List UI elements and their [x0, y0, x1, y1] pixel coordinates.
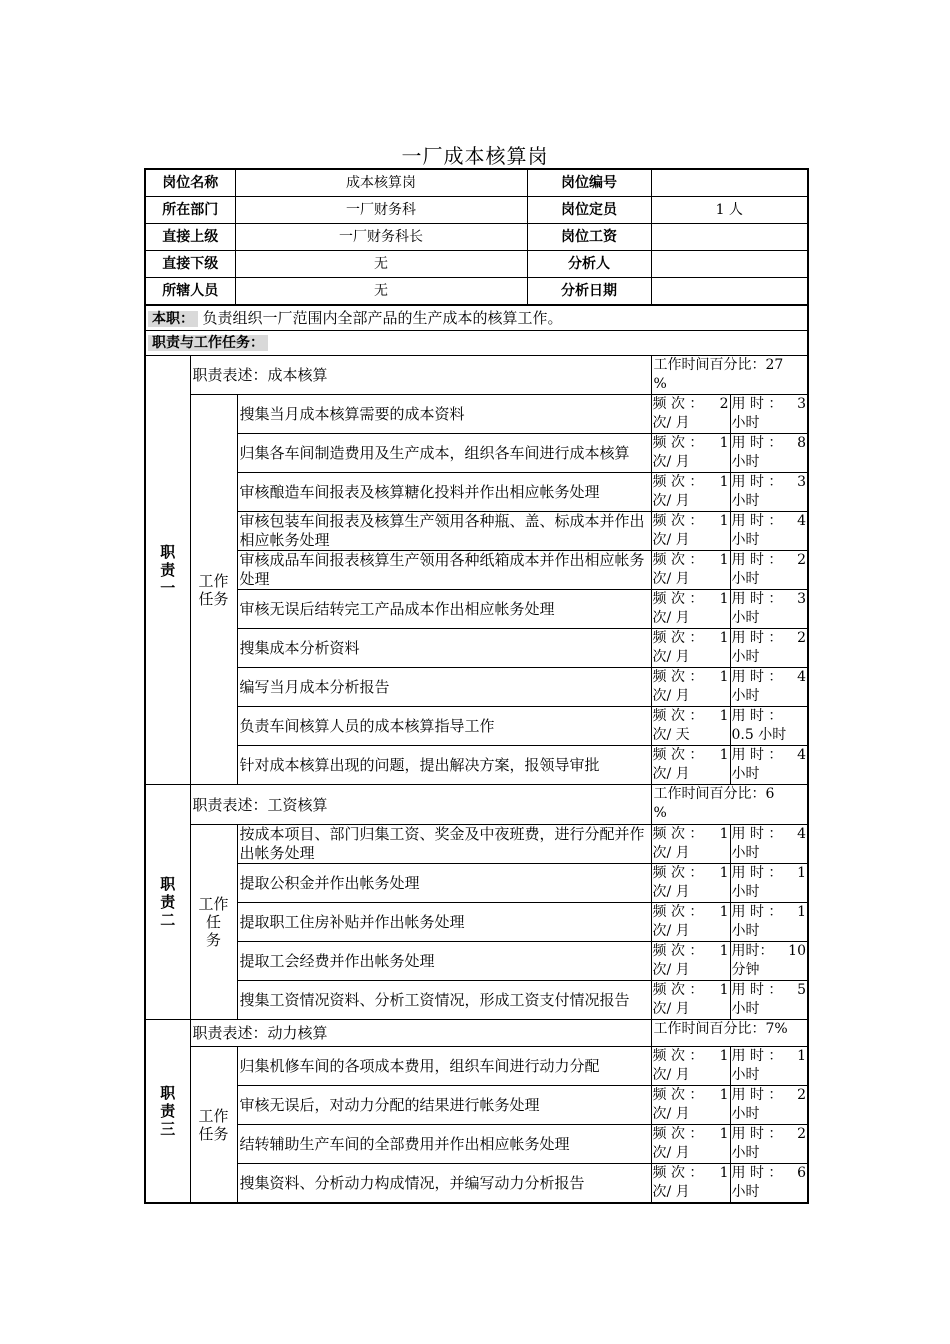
frequency-count: 1	[719, 630, 729, 646]
frequency-label: 频 次 ：	[652, 1087, 704, 1103]
time-percentage	[651, 356, 808, 395]
task-frequency	[651, 707, 730, 746]
duration-unit: 小时	[731, 532, 760, 548]
benzhi-row	[145, 305, 808, 331]
task-duration	[730, 668, 808, 707]
frequency-unit: 次/ 天	[652, 727, 690, 743]
duration-label: 用 时 ：	[731, 669, 783, 685]
duration-label: 用 时 ：	[731, 982, 783, 998]
task-duration	[730, 629, 808, 668]
task-row	[145, 629, 808, 668]
header-value	[651, 251, 808, 278]
frequency-line	[653, 903, 729, 922]
frequency-line	[653, 864, 729, 883]
duration-unit: 小时	[731, 610, 760, 626]
duration-unit: 小时	[731, 1145, 760, 1161]
frequency-unit: 次/ 月	[652, 610, 690, 626]
duration-value: 4	[797, 513, 806, 529]
task-description: 搜集当月成本核算需要的成本资料	[237, 395, 651, 434]
header-row	[145, 251, 808, 278]
time-percentage-line: %	[653, 376, 667, 392]
header-row	[145, 278, 808, 306]
task-description: 搜集成本分析资料	[237, 629, 651, 668]
duration-label: 用时：	[731, 943, 774, 959]
frequency-unit: 次/ 月	[652, 766, 690, 782]
task-row	[145, 434, 808, 473]
task-duration	[730, 512, 808, 551]
duration-value: 3	[797, 396, 806, 412]
duration-value: 4	[797, 826, 806, 842]
duty-name	[145, 356, 190, 785]
task-frequency	[651, 903, 730, 942]
duration-label: 用 时 ：	[731, 708, 783, 724]
duration-value: 6	[797, 1165, 806, 1181]
duration-value: 1	[797, 865, 806, 881]
position-info-table	[144, 168, 809, 306]
duration-value: 2	[797, 1126, 806, 1142]
time-percentage-line: 工作时间百分比：6	[653, 786, 775, 802]
task-frequency	[651, 629, 730, 668]
task-duration	[730, 746, 808, 785]
frequency-label: 频 次 ：	[652, 396, 704, 412]
task-frequency	[651, 395, 730, 434]
duration-value: 8	[797, 435, 806, 451]
duration-unit: 小时	[731, 923, 760, 939]
frequency-line	[653, 434, 729, 453]
task-description: 审核酿造车间报表及核算糖化投料并作出相应帐务处理	[237, 473, 651, 512]
frequency-label: 频 次 ：	[652, 904, 704, 920]
header-label: 岗位编号	[527, 169, 651, 197]
work-task-label-part: 工作	[198, 571, 229, 590]
frequency-label: 频 次 ：	[652, 513, 704, 529]
duration-label: 用 时 ：	[731, 904, 783, 920]
duration-value: 2	[797, 1087, 806, 1103]
frequency-label: 频 次 ：	[652, 943, 704, 959]
task-frequency	[651, 590, 730, 629]
duration-value: 1	[797, 904, 806, 920]
duty-description: 职责表述：工资核算	[190, 785, 651, 825]
duration-unit: 小时	[731, 1184, 760, 1200]
duration-label: 用 时 ：	[731, 1048, 783, 1064]
task-duration	[730, 981, 808, 1020]
frequency-unit: 次/ 月	[652, 845, 690, 861]
duration-label: 用 时 ：	[731, 474, 783, 490]
time-percentage	[651, 1020, 808, 1047]
frequency-count: 1	[719, 982, 729, 998]
duration-line	[732, 942, 807, 961]
duty-name-char: 职	[160, 875, 176, 893]
frequency-line	[653, 1125, 729, 1144]
duration-unit: 0.5 小时	[731, 727, 787, 743]
header-label: 分析人	[527, 251, 651, 278]
task-duration	[730, 395, 808, 434]
frequency-line	[653, 551, 729, 570]
task-description: 针对成本核算出现的问题，提出解决方案，报领导审批	[237, 746, 651, 785]
duration-unit: 小时	[731, 493, 760, 509]
task-description: 提取公积金并作出帐务处理	[237, 864, 651, 903]
frequency-unit: 次/ 月	[652, 532, 690, 548]
task-duration	[730, 473, 808, 512]
task-frequency	[651, 746, 730, 785]
frequency-unit: 次/ 月	[652, 962, 690, 978]
duration-label: 用 时 ：	[731, 826, 783, 842]
task-frequency	[651, 473, 730, 512]
frequency-unit: 次/ 月	[652, 1106, 690, 1122]
header-label: 分析日期	[527, 278, 651, 306]
frequency-label: 频 次 ：	[652, 1048, 704, 1064]
header-value	[651, 169, 808, 197]
task-row	[145, 395, 808, 434]
duration-unit: 小时	[731, 884, 760, 900]
task-row	[145, 903, 808, 942]
task-description: 提取职工住房补贴并作出帐务处理	[237, 903, 651, 942]
task-row	[145, 1086, 808, 1125]
task-frequency	[651, 668, 730, 707]
task-frequency	[651, 551, 730, 590]
duration-line	[732, 512, 807, 531]
frequency-count: 1	[719, 708, 729, 724]
frequency-unit: 次/ 月	[652, 923, 690, 939]
duration-value: 5	[797, 982, 806, 998]
duration-line	[732, 668, 807, 687]
duration-unit: 小时	[731, 454, 760, 470]
work-task-label-part: 务	[205, 931, 221, 949]
frequency-unit: 次/ 月	[652, 571, 690, 587]
frequency-label: 频 次 ：	[652, 630, 704, 646]
work-task-label-part: 任务	[198, 1124, 229, 1143]
task-duration	[730, 551, 808, 590]
frequency-line	[653, 1047, 729, 1066]
duration-unit: 小时	[731, 1001, 760, 1017]
frequency-count: 1	[719, 669, 729, 685]
task-description: 编写当月成本分析报告	[237, 668, 651, 707]
frequency-unit: 次/ 月	[652, 1184, 690, 1200]
frequency-count: 1	[719, 513, 729, 529]
duration-label: 用 时 ：	[731, 396, 783, 412]
duty-desc-row	[145, 356, 808, 395]
duty-name-char: 职	[160, 543, 176, 561]
task-frequency	[651, 1164, 730, 1204]
time-percentage-line: 工作时间百分比：27	[653, 357, 784, 373]
frequency-label: 频 次 ：	[652, 1126, 704, 1142]
frequency-unit: 次/ 月	[652, 1067, 690, 1083]
frequency-label: 频 次 ：	[652, 1165, 704, 1181]
duration-unit: 小时	[731, 845, 760, 861]
frequency-count: 1	[719, 747, 729, 763]
frequency-label: 频 次 ：	[652, 982, 704, 998]
duration-line	[732, 551, 807, 570]
duration-line	[732, 903, 807, 922]
duty-desc-row	[145, 1020, 808, 1047]
header-value	[651, 224, 808, 251]
frequency-label: 频 次 ：	[652, 826, 704, 842]
duration-line	[732, 1125, 807, 1144]
duration-unit: 分钟	[731, 962, 760, 978]
header-value: 1 人	[651, 197, 808, 224]
task-duration	[730, 1164, 808, 1204]
header-value: 无	[235, 251, 527, 278]
duty-description: 职责表述：动力核算	[190, 1020, 651, 1047]
task-description: 归集机修车间的各项成本费用，组织车间进行动力分配	[237, 1047, 651, 1086]
time-percentage-line: %	[653, 805, 667, 821]
frequency-unit: 次/ 月	[652, 884, 690, 900]
duty-name-char: 职	[160, 1084, 176, 1102]
frequency-line	[653, 629, 729, 648]
section-title: 职责与工作任务：	[148, 335, 268, 351]
duty-name-char: 一	[160, 579, 176, 597]
task-duration	[730, 434, 808, 473]
duration-line	[732, 395, 807, 414]
frequency-unit: 次/ 月	[652, 649, 690, 665]
task-frequency	[651, 434, 730, 473]
task-frequency	[651, 1125, 730, 1164]
duration-value: 3	[797, 474, 806, 490]
task-frequency	[651, 512, 730, 551]
task-frequency	[651, 864, 730, 903]
frequency-count: 1	[719, 904, 729, 920]
header-label: 岗位定员	[527, 197, 651, 224]
task-row	[145, 1164, 808, 1204]
task-row	[145, 668, 808, 707]
frequency-line	[653, 981, 729, 1000]
header-value: 一厂财务科长	[235, 224, 527, 251]
frequency-line	[653, 707, 729, 726]
frequency-count: 1	[719, 1048, 729, 1064]
duration-line	[732, 473, 807, 492]
task-duration	[730, 1047, 808, 1086]
time-percentage	[651, 785, 808, 825]
frequency-count: 1	[719, 552, 729, 568]
task-duration	[730, 942, 808, 981]
task-row	[145, 473, 808, 512]
header-value: 成本核算岗	[235, 169, 527, 197]
task-description: 搜集工资情况资料、分析工资情况，形成工资支付情况报告	[237, 981, 651, 1020]
duty-description: 职责表述：成本核算	[190, 356, 651, 395]
header-row	[145, 197, 808, 224]
task-frequency	[651, 981, 730, 1020]
duration-value: 4	[797, 747, 806, 763]
work-task-label	[190, 825, 237, 1020]
benzhi-label: 本职：	[148, 311, 198, 327]
task-frequency	[651, 1086, 730, 1125]
frequency-line	[653, 746, 729, 765]
time-percentage-line: 工作时间百分比：7%	[653, 1021, 788, 1037]
duration-line	[732, 864, 807, 883]
duration-label: 用 时 ：	[731, 747, 783, 763]
duration-line	[732, 1047, 807, 1066]
duration-unit: 小时	[731, 1067, 760, 1083]
work-task-label	[190, 1047, 237, 1204]
frequency-count: 1	[719, 474, 729, 490]
header-label: 直接下级	[145, 251, 235, 278]
duration-value: 10	[788, 943, 806, 959]
work-task-label-part: 任务	[198, 589, 229, 608]
frequency-line	[653, 395, 729, 414]
task-row	[145, 1125, 808, 1164]
frequency-count: 1	[719, 1126, 729, 1142]
task-description: 审核无误后结转完工产品成本作出相应帐务处理	[237, 590, 651, 629]
duration-line	[732, 1164, 807, 1183]
task-duration	[730, 1125, 808, 1164]
duration-line	[732, 825, 807, 844]
task-row	[145, 864, 808, 903]
duration-unit: 小时	[731, 688, 760, 704]
task-frequency	[651, 825, 730, 864]
work-task-label	[190, 395, 237, 785]
header-value: 一厂财务科	[235, 197, 527, 224]
task-row	[145, 707, 808, 746]
header-row	[145, 224, 808, 251]
duration-label: 用 时 ：	[731, 630, 783, 646]
frequency-unit: 次/ 月	[652, 1145, 690, 1161]
task-row	[145, 746, 808, 785]
task-duration	[730, 590, 808, 629]
document-title: 一厂成本核算岗	[401, 144, 549, 168]
frequency-line	[653, 942, 729, 961]
header-label: 所辖人员	[145, 278, 235, 306]
duration-unit: 小时	[731, 571, 760, 587]
frequency-label: 频 次 ：	[652, 865, 704, 881]
duration-label: 用 时 ：	[731, 552, 783, 568]
task-row	[145, 981, 808, 1020]
task-row	[145, 942, 808, 981]
task-description: 审核成品车间报表核算生产领用各种纸箱成本并作出相应帐务处理	[237, 551, 651, 590]
duration-label: 用 时 ：	[731, 1087, 783, 1103]
frequency-line	[653, 590, 729, 609]
duration-value: 1	[797, 1048, 806, 1064]
header-label: 所在部门	[145, 197, 235, 224]
work-task-label-part: 任	[205, 913, 221, 931]
duration-label: 用 时 ：	[731, 1126, 783, 1142]
section-title-row	[145, 331, 808, 356]
duties-table	[144, 304, 809, 1204]
work-task-label-part: 工作	[198, 895, 229, 913]
frequency-line	[653, 1086, 729, 1105]
header-label: 岗位工资	[527, 224, 651, 251]
duration-line	[732, 434, 807, 453]
duration-unit: 小时	[731, 415, 760, 431]
frequency-line	[653, 1164, 729, 1183]
duration-label: 用 时 ：	[731, 1165, 783, 1181]
task-row	[145, 590, 808, 629]
frequency-unit: 次/ 月	[652, 454, 690, 470]
task-frequency	[651, 1047, 730, 1086]
frequency-count: 1	[719, 1087, 729, 1103]
duration-label: 用 时 ：	[731, 591, 783, 607]
duty-name	[145, 785, 190, 1020]
frequency-unit: 次/ 月	[652, 1001, 690, 1017]
frequency-label: 频 次 ：	[652, 591, 704, 607]
task-description: 按成本项目、部门归集工资、奖金及中夜班费，进行分配并作出帐务处理	[237, 825, 651, 864]
frequency-count: 1	[719, 1165, 729, 1181]
frequency-line	[653, 668, 729, 687]
duration-line	[732, 629, 807, 648]
duration-line	[732, 590, 807, 609]
task-description: 负责车间核算人员的成本核算指导工作	[237, 707, 651, 746]
task-row	[145, 1047, 808, 1086]
duty-name-char: 二	[160, 911, 176, 929]
duty-name-char: 责	[160, 1102, 176, 1120]
task-row	[145, 825, 808, 864]
duty-name	[145, 1020, 190, 1204]
frequency-count: 1	[719, 826, 729, 842]
duration-value: 2	[797, 552, 806, 568]
frequency-line	[653, 512, 729, 531]
frequency-count: 1	[719, 865, 729, 881]
duration-line	[732, 981, 807, 1000]
task-duration	[730, 903, 808, 942]
duration-label: 用 时 ：	[731, 865, 783, 881]
task-description: 提取工会经费并作出帐务处理	[237, 942, 651, 981]
frequency-label: 频 次 ：	[652, 708, 704, 724]
duty-name-char: 三	[160, 1120, 176, 1138]
frequency-label: 频 次 ：	[652, 552, 704, 568]
frequency-label: 频 次 ：	[652, 747, 704, 763]
header-label: 岗位名称	[145, 169, 235, 197]
duration-value: 4	[797, 669, 806, 685]
header-value: 无	[235, 278, 527, 306]
task-duration	[730, 864, 808, 903]
frequency-label: 频 次 ：	[652, 474, 704, 490]
duration-line	[732, 746, 807, 765]
frequency-line	[653, 825, 729, 844]
task-frequency	[651, 942, 730, 981]
duty-desc-row	[145, 785, 808, 825]
duration-label: 用 时 ：	[731, 513, 783, 529]
task-duration	[730, 1086, 808, 1125]
duration-line	[732, 707, 807, 726]
header-value	[651, 278, 808, 306]
duration-unit: 小时	[731, 1106, 760, 1122]
frequency-count: 1	[719, 943, 729, 959]
work-task-label-part: 工作	[198, 1106, 229, 1125]
duration-unit: 小时	[731, 766, 760, 782]
task-description: 结转辅助生产车间的全部费用并作出相应帐务处理	[237, 1125, 651, 1164]
task-row	[145, 551, 808, 590]
frequency-label: 频 次 ：	[652, 669, 704, 685]
task-description: 搜集资料、分析动力构成情况，并编写动力分析报告	[237, 1164, 651, 1204]
duration-value: 3	[797, 591, 806, 607]
duration-line	[732, 1086, 807, 1105]
duration-label: 用 时 ：	[731, 435, 783, 451]
frequency-line	[653, 473, 729, 492]
frequency-count: 2	[719, 396, 729, 412]
frequency-count: 1	[719, 435, 729, 451]
header-row	[145, 169, 808, 197]
task-duration	[730, 707, 808, 746]
task-description: 归集各车间制造费用及生产成本，组织各车间进行成本核算	[237, 434, 651, 473]
task-row	[145, 512, 808, 551]
frequency-count: 1	[719, 591, 729, 607]
benzhi-text: 负责组织一厂范围内全部产品的生产成本的核算工作。	[202, 308, 563, 327]
duty-name-char: 责	[160, 561, 176, 579]
duration-value: 2	[797, 630, 806, 646]
task-duration	[730, 825, 808, 864]
duration-unit: 小时	[731, 649, 760, 665]
task-description: 审核无误后，对动力分配的结果进行帐务处理	[237, 1086, 651, 1125]
frequency-label: 频 次 ：	[652, 435, 704, 451]
frequency-unit: 次/ 月	[652, 415, 690, 431]
frequency-unit: 次/ 月	[652, 493, 690, 509]
duty-name-char: 责	[160, 893, 176, 911]
task-description: 审核包装车间报表及核算生产领用各种瓶、盖、标成本并作出相应帐务处理	[237, 512, 651, 551]
frequency-unit: 次/ 月	[652, 688, 690, 704]
header-label: 直接上级	[145, 224, 235, 251]
